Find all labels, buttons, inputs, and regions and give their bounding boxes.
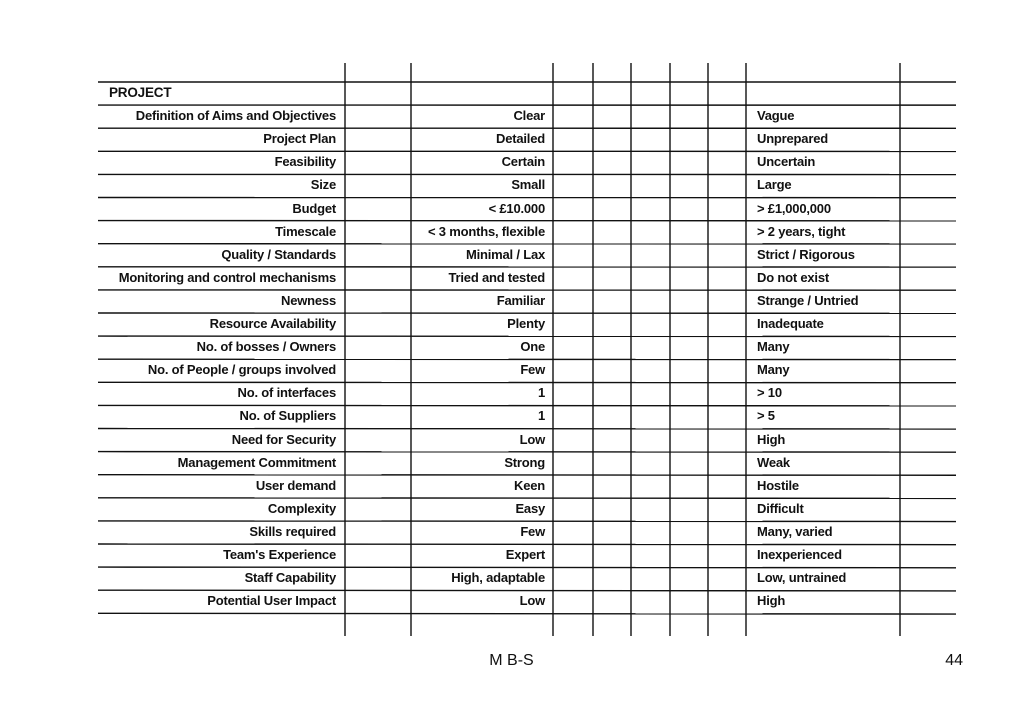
row-low-value: Minimal / Lax (465, 246, 545, 262)
row-high-value: Weak (757, 454, 790, 470)
row-high-value: Many (757, 362, 790, 378)
footer-author: M B-S (489, 652, 534, 669)
row-low-value: Plenty (507, 316, 545, 331)
row-criterion: Monitoring and control mechanisms (118, 269, 336, 285)
row-high-value: > £1,000,000 (757, 200, 831, 216)
row-criterion: Management Commitment (177, 454, 336, 470)
row-criterion: Feasibility (274, 154, 336, 170)
row-criterion: Skills required (249, 523, 336, 539)
row-high-value: High (757, 593, 786, 609)
row-low-value: Few (520, 523, 545, 539)
row-low-value: Tried and tested (448, 269, 545, 285)
row-low-value: Small (511, 177, 545, 193)
row-low-value: Low (519, 593, 545, 609)
row-low-value: < £10.000 (488, 200, 545, 216)
row-criterion: No. of bosses / Owners (196, 339, 336, 355)
row-low-value: Clear (513, 108, 545, 124)
row-high-value: Strange / Untried (757, 292, 859, 308)
row-low-value: Easy (515, 500, 545, 516)
row-high-value: Many, varied (757, 523, 833, 539)
row-low-value: 1 (537, 408, 545, 424)
row-high-value: Hostile (757, 477, 799, 493)
row-criterion: Timescale (275, 223, 336, 239)
row-low-value: Certain (501, 154, 545, 170)
row-high-value: Vague (757, 108, 795, 124)
row-low-value: Low (519, 431, 545, 447)
row-low-value: < 3 months, flexible (427, 223, 545, 239)
row-high-value: Do not exist (757, 269, 829, 285)
row-high-value: Strict / Rigorous (757, 246, 855, 262)
row-high-value: Uncertain (757, 154, 816, 170)
row-criterion: Potential User Impact (207, 593, 336, 609)
table-header: PROJECT (109, 85, 172, 100)
row-criterion: No. of People / groups involved (147, 362, 336, 378)
row-high-value: High (757, 431, 786, 447)
row-criterion: Resource Availability (209, 316, 336, 331)
row-low-value: Few (520, 362, 545, 378)
row-low-value: 1 (537, 385, 545, 401)
row-high-value: > 10 (757, 385, 782, 401)
page-number: 44 (945, 652, 963, 669)
row-criterion: No. of Suppliers (239, 408, 336, 424)
row-criterion: User demand (255, 477, 336, 493)
row-low-value: High, adaptable (451, 570, 545, 586)
row-high-value: > 5 (757, 408, 775, 424)
row-high-value: Low, untrained (757, 570, 847, 586)
row-criterion: Size (310, 177, 336, 193)
row-high-value: Inexperienced (757, 547, 842, 562)
row-high-value: Difficult (757, 500, 804, 516)
row-high-value: Large (757, 177, 792, 193)
row-high-value: Many (757, 339, 790, 355)
row-low-value: Detailed (496, 131, 545, 147)
row-high-value: Unprepared (757, 131, 828, 147)
row-criterion: Project Plan (263, 131, 336, 147)
row-low-value: Keen (514, 477, 545, 493)
row-criterion: Quality / Standards (221, 246, 336, 262)
row-criterion: Staff Capability (244, 570, 336, 586)
row-high-value: Inadequate (757, 316, 824, 331)
row-criterion: Definition of Aims and Objectives (135, 108, 336, 124)
row-criterion: Newness (281, 292, 336, 308)
row-low-value: Expert (505, 547, 545, 562)
row-criterion: Need for Security (231, 431, 336, 447)
row-high-value: > 2 years, tight (757, 223, 846, 239)
row-low-value: One (520, 339, 545, 355)
row-low-value: Strong (504, 454, 545, 470)
row-criterion: No. of interfaces (237, 385, 336, 401)
row-criterion: Complexity (267, 500, 336, 516)
row-criterion: Team's Experience (223, 547, 336, 562)
row-low-value: Familiar (496, 292, 545, 308)
row-criterion: Budget (292, 200, 336, 216)
